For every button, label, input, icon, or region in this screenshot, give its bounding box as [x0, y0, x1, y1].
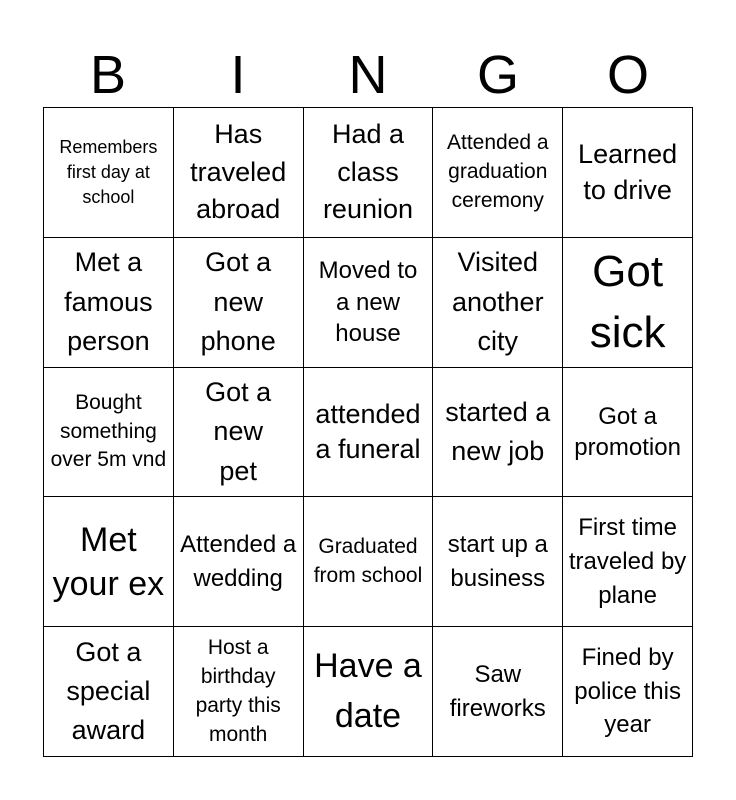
cell-text: Learned to drive — [578, 138, 678, 206]
cell-text: Got a new phone — [200, 247, 276, 356]
header-letter-n: N — [348, 45, 388, 105]
bingo-card — [43, 107, 693, 757]
bingo-cell[interactable] — [44, 497, 174, 627]
bingo-cell[interactable] — [563, 108, 693, 238]
bingo-cell[interactable] — [563, 238, 693, 368]
bingo-cell[interactable] — [304, 627, 434, 757]
cell-text: Saw fireworks — [449, 661, 546, 722]
bingo-cell[interactable] — [304, 108, 434, 238]
cell-text: Visited another city — [451, 247, 544, 356]
cell-text: Graduated from school — [313, 534, 423, 587]
bingo-cell[interactable] — [44, 108, 174, 238]
cell-text: Got a special award — [66, 636, 151, 746]
bingo-cell[interactable] — [44, 238, 174, 368]
bingo-cell[interactable] — [174, 238, 304, 368]
cell-text: Got a new pet — [205, 377, 272, 486]
cell-text: Remembers first day at school — [59, 136, 158, 207]
cell-text: Had a class reunion — [322, 118, 414, 225]
bingo-cell[interactable] — [433, 497, 563, 627]
cell-text: attended a funeral — [315, 398, 421, 464]
cell-text: Met your ex — [52, 520, 165, 603]
bingo-cell[interactable] — [563, 627, 693, 757]
bingo-cell[interactable] — [174, 497, 304, 627]
cell-text: Host a birthday party this month — [195, 635, 281, 746]
header-letter-i: I — [230, 45, 246, 105]
cell-text: Has traveled abroad — [190, 118, 287, 225]
bingo-cell[interactable] — [44, 627, 174, 757]
header-letter-g: G — [476, 45, 519, 105]
bingo-cell[interactable] — [563, 497, 693, 627]
bingo-cell[interactable] — [44, 368, 174, 498]
bingo-cell[interactable] — [174, 108, 304, 238]
bingo-header — [43, 42, 693, 108]
cell-text: Fined by police this year — [574, 644, 681, 739]
bingo-cell[interactable] — [433, 238, 563, 368]
header-letter-b: B — [89, 45, 127, 105]
cell-text: Met a famous person — [64, 247, 153, 356]
header-letter-o: O — [606, 45, 649, 105]
bingo-cell[interactable] — [304, 497, 434, 627]
bingo-cell[interactable] — [433, 368, 563, 498]
cell-text: Bought something over 5m vnd — [50, 390, 167, 472]
cell-text: start up a business — [447, 531, 548, 592]
bingo-cell[interactable] — [563, 368, 693, 498]
cell-text: First time traveled by plane — [568, 514, 687, 609]
cell-text: Attended a graduation ceremony — [446, 130, 549, 212]
bingo-cell[interactable] — [433, 627, 563, 757]
bingo-cell[interactable] — [304, 238, 434, 368]
cell-text: Attended a wedding — [180, 531, 297, 592]
bingo-cell[interactable] — [174, 368, 304, 498]
cell-text: Got sick — [589, 246, 666, 358]
bingo-cell[interactable] — [304, 368, 434, 498]
bingo-cell[interactable] — [433, 108, 563, 238]
cell-text: Have a date — [314, 647, 422, 735]
cell-text: Got a promotion — [574, 402, 681, 461]
cell-text: Moved to a new house — [318, 257, 418, 347]
cell-text: started a new job — [445, 396, 551, 466]
bingo-cell[interactable] — [174, 627, 304, 757]
